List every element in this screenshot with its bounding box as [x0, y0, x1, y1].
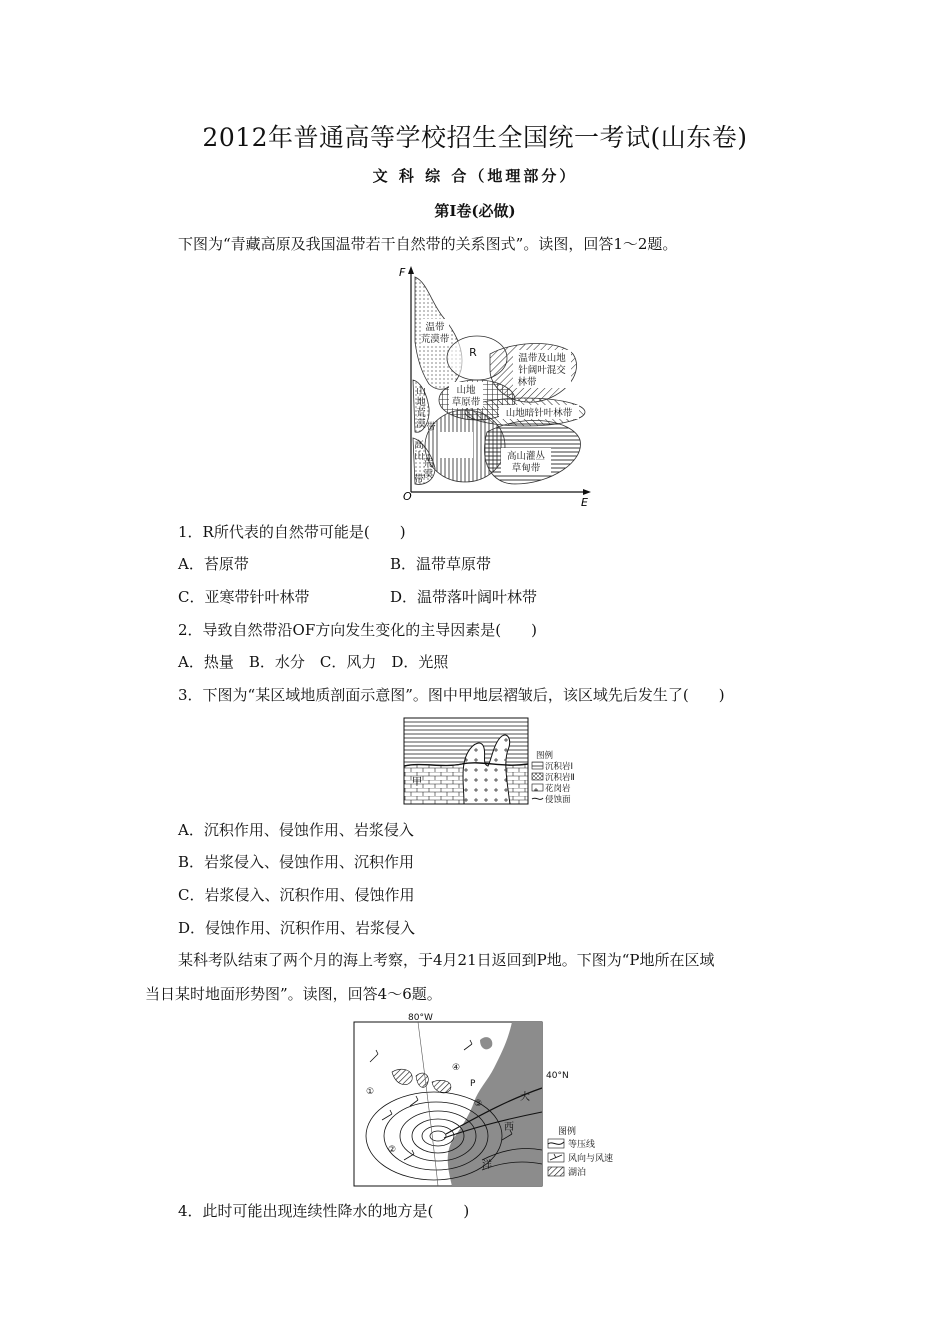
- q3-option-c: C．岩浆侵入、沉积作用、侵蚀作用: [178, 886, 415, 904]
- axis-f-label: F: [399, 266, 406, 279]
- label-mountain-desert-3: 荒: [416, 408, 426, 419]
- legend-swatch-erosion: [532, 798, 543, 799]
- label-mixed-3: 林带: [517, 377, 537, 388]
- legend-swatch-sedimentary-2: [532, 773, 543, 780]
- legend-sedimentary-2: 沉积岩Ⅱ: [545, 773, 575, 783]
- q1-stem: 1．R所代表的自然带可能是( ): [178, 523, 406, 541]
- label-alpine-desert-5: 带: [414, 474, 424, 485]
- figure-geologic-section: [402, 716, 594, 806]
- label-ocean-1: 大: [520, 1092, 530, 1103]
- map-legend-swatch-wind: [550, 1154, 562, 1160]
- figure-natural-zones: [395, 262, 600, 510]
- label-p: P: [470, 1079, 476, 1089]
- label-alpine-desert-3: 荒: [423, 458, 433, 469]
- label-alpine-desert-4: 漠: [423, 469, 433, 480]
- axis-f-arrow: [408, 266, 414, 274]
- marker-2: ②: [388, 1145, 397, 1155]
- section-heading: 第Ⅰ卷(必做): [434, 202, 516, 220]
- axis-e-arrow: [583, 489, 591, 495]
- legend-sedimentary-1: 沉积岩Ⅰ: [545, 762, 574, 772]
- map-legend-lake: 湖泊: [568, 1168, 587, 1178]
- intro-2-line-2: 当日某时地面形势图”。读图，回答4～6题。: [145, 985, 442, 1003]
- paper-title: 2012年普通高等学校招生全国统一考试(山东卷): [202, 123, 748, 152]
- label-mixed-1: 温带及山地: [518, 353, 566, 364]
- label-lon-80w: 80°W: [408, 1013, 433, 1023]
- map-legend-wind: 风向与风速: [568, 1154, 614, 1164]
- label-shrub-meadow-2: 草甸带: [511, 463, 541, 474]
- label-mountain-steppe-2: 草原带: [451, 397, 481, 408]
- legend-title: 图例: [536, 751, 554, 761]
- q3-option-a: A．沉积作用、侵蚀作用、岩浆侵入: [178, 821, 414, 839]
- legend-swatch-sedimentary-1: [532, 762, 543, 769]
- legend-granite: 花岗岩: [545, 784, 571, 794]
- q2-options: A．热量 B．水分 C．风力 D．光照: [178, 653, 449, 671]
- label-mixed-2: 针阔叶混交: [518, 365, 566, 376]
- intro-1: 下图为“青藏高原及我国温带若干自然带的关系图式”。读图，回答1～2题。: [178, 235, 678, 253]
- label-bg-alpine-steppe: [439, 432, 473, 458]
- label-mountain-desert-2: 地: [416, 397, 426, 408]
- map-legend-swatch-isobar: [548, 1142, 564, 1144]
- marker-1: ①: [366, 1087, 375, 1097]
- marker-3: ③: [474, 1099, 483, 1109]
- label-jia: 甲: [412, 777, 422, 788]
- q4-stem: 4．此时可能出现连续性降水的地方是( ): [178, 1202, 470, 1220]
- axis-e-label: E: [581, 496, 588, 509]
- q3-stem: 3．下图为“某区域地质剖面示意图”。图中甲地层褶皱后，该区域先后发生了( ): [178, 686, 725, 704]
- paper-subtitle: 文 科 综 合（地理部分）: [372, 167, 578, 185]
- map-legend-title: 图例: [558, 1127, 577, 1137]
- label-desert-2: 荒漠带: [420, 334, 450, 345]
- label-ocean-3: 洋: [482, 1160, 492, 1171]
- legend-erosion: 侵蚀面: [545, 795, 571, 805]
- map-legend-swatch-lake: [548, 1167, 564, 1176]
- label-r: R: [469, 346, 477, 359]
- q1-option-d: D．温带落叶阔叶林带: [390, 588, 538, 606]
- label-mountain-steppe-1: 山地: [456, 385, 476, 396]
- figure-pressure-map: [352, 1010, 637, 1190]
- label-mountain-desert-5: 带: [426, 422, 436, 433]
- axis-o-label: O: [403, 490, 412, 503]
- label-alpine-desert-2: 山: [414, 451, 424, 462]
- label-alpine-desert-1: 高: [414, 440, 424, 451]
- label-ocean-2: 西: [504, 1122, 514, 1133]
- label-mountain-desert-4: 漠: [416, 419, 426, 430]
- q1-option-b: B．温带草原带: [390, 555, 492, 573]
- label-desert-1: 温带: [425, 322, 445, 333]
- map-legend-isobar: 等压线: [568, 1140, 596, 1150]
- intro-2-line-1: 某科考队结束了两个月的海上考察，于4月21日返回到P地。下图为“P地所在区域: [178, 951, 715, 969]
- label-shrub-meadow-1: 高山灌丛: [506, 451, 546, 462]
- marker-4: ④: [452, 1063, 461, 1073]
- q2-stem: 2．导致自然带沿OF方向发生变化的主导因素是( ): [178, 621, 537, 639]
- q3-option-b: B．岩浆侵入、侵蚀作用、沉积作用: [178, 853, 415, 871]
- q1-option-a: A．苔原带: [178, 555, 249, 573]
- label-lat-40n: 40°N: [546, 1071, 569, 1081]
- label-mountain-desert-1: 山: [416, 386, 426, 397]
- label-dark-conifer: 山地暗针叶林带: [505, 408, 573, 419]
- legend-swatch-granite: [532, 784, 543, 791]
- q1-option-c: C．亚寒带针叶林带: [178, 588, 310, 606]
- q3-option-d: D．侵蚀作用、沉积作用、岩浆侵入: [178, 919, 416, 937]
